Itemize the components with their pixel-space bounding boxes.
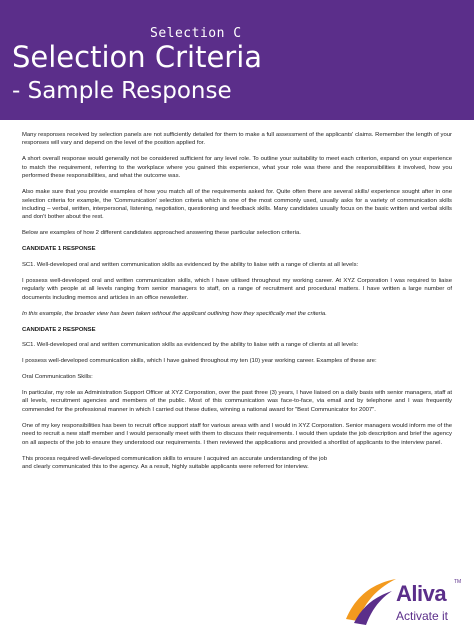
candidate2-paragraph-2: One of my key responsibilities has been to recruit office support staff for various areas with and I would in XYZ Corporation. Senior managers would inform me of the need to recruit a new staff member and I would personally meet with them to discuss their requirements. I would then update the job description and brief the agency on all aspects of the job to ensure they understood our requirements. I then reviewed the applications and provided a shortlist of applicants to the interview panel. (22, 422, 452, 446)
candidate1-criterion: SC1. Well-developed oral and written communication skills as evidenced by the ability to liaise with a range of clients at all levels: (22, 261, 359, 268)
candidate2-intro: I possess well-developed communication skills, which I have gained throughout my ten (10) year working career. Examples of these are: (22, 358, 377, 365)
examples-paragraph: Also make sure that you provide examples of how you match all of the requirements asked for. Quite often there are several skills/ experience sought after in one selection criteria for example, the 'Communication' selection criteria which is one of the most commonly used, usually asks for a variety of communication skills including – verbal, written, interpersonal, listening, negotiation, questioning and feedback skills. Many candidates usually focus on the basic written and verbal skills and don't bother about the rest. (22, 189, 452, 221)
candidate2-paragraph-1: In particular, my role as Administration Support Officer at XYZ Corporation, over the past three (3) years, I have liaised on a daily basis with senior managers, staff at all levels, recruitment agencies and members of the public. Most of this communication was face-to-face, via email and by telephone and I was frequently commended for the professional manner in which I carried out these duties, winning a national award for "Best Communicator for 2007". (22, 390, 452, 413)
page-title: Selection Criteria (12, 40, 263, 74)
page-subtitle: - Sample Response (12, 78, 232, 104)
lead-in-paragraph: Below are examples of how 2 different candidates approached answering these particular selection criteria. (22, 230, 301, 237)
document-body (22, 131, 452, 479)
section-label: Selection C (150, 26, 242, 41)
candidate2-criterion: SC1. Well-developed oral and written communication skills as evidenced by the ability to liaise with a range of clients at all levels: (22, 342, 359, 349)
guidance-paragraph: A short overall response would generally not be considered sufficient for any level role. To outline your suitability to meet each criterion, expand on your experience to match the requirement, referring to the workplace where you gained this experience, what your role was there and the responsibilities it involved, how you performed these responsibilities, and what the outcome was. (22, 156, 452, 180)
candidate1-response: I possess well-developed oral and written communication skills, which I have utilised throughout my working career. At XYZ Corporation I was required to liaise regularly with people at all levels ranging from senior managers to staff, on a range of recruitment and procedural matters. I have written a large number of documents including memos and articles in an office newsletter. (22, 277, 452, 301)
candidate1-note: In this example, the broader view has been taken without the applicant outlining how they specifically met the criteria. (22, 310, 327, 317)
intro-paragraph: Many responses received by selection panels are not sufficiently detailed for them to make a full assessment of the applicants' claims. Remember the length of your responses will vary and depend on the level of the position applied for. (22, 132, 452, 147)
logo-tagline: Activate it (396, 609, 449, 623)
candidate1-heading: CANDIDATE 1 RESPONSE (22, 246, 96, 253)
oral-skills-heading: Oral Communication Skills: (22, 374, 93, 381)
trademark-mark: TM (454, 579, 462, 585)
swoosh-icon (340, 573, 400, 629)
aliva-logo (340, 573, 470, 629)
candidate2-paragraph-3: This process required well-developed communication skills to ensure I acquired an accurate understanding of the job and clearly communicated this to the agency. As a result, highly suitable applicants were referred for interview. (22, 455, 327, 471)
candidate2-heading: CANDIDATE 2 RESPONSE (22, 326, 96, 333)
header-banner (0, 0, 474, 120)
logo-brand-text: Aliva (396, 581, 447, 606)
